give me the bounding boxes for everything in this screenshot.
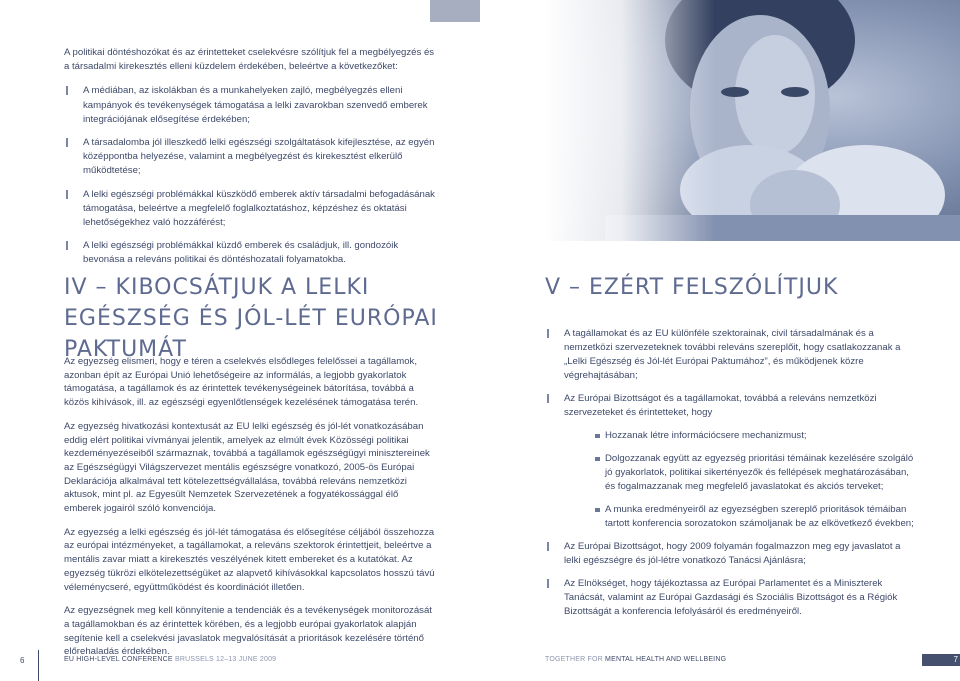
list-item (64, 188, 436, 231)
bullet-marker (547, 329, 549, 338)
sub-list-item-text: Hozzanak létre információcsere mechanizmust; (605, 430, 807, 441)
footer-location-date: BRUSSELS 12–13 JUNE 2009 (174, 656, 277, 663)
decorative-block (430, 0, 480, 22)
section-v-heading: V – EZÉRT FELSZÓLÍTJUK (545, 275, 839, 300)
footer-together-for: TOGETHER FOR (545, 656, 603, 663)
paragraph: Az egyezség elismeri, hogy e téren a cselekvés elsődleges felelőssei a tagállamok, azonban épít az Európai Unió lehetőségeire az informálás, a legjobb gyakorlatok támogatása, a tagállamok és az érintettek tevékenységeinek bátorítása, továbbá a közös kihívások, ill. az egészségi egyenlőtlenségek kezelésének támogatása terén. (64, 356, 419, 409)
list-item-text: Az Európai Bizottságot és a tagállamokat, továbbá a releváns nemzetközi szervezeteket és érintetteket, hogy (564, 393, 877, 418)
paragraph: Az egyezség a lelki egészség és jól-lét támogatása és elősegítése céljából összehozza az európai intézményeket, a tagállamokat, a releváns szektorok érintettjeit, beleértve a mentális zavar miatt a kirekesztés veszélyének kitett embereket és a kutatókat. Az egyezség tükrözi elkötelezettségüket az alapvető kihívásokkal kapcsolatos hosszú távú véleménycseré, együttműködést és koordinációt illetően. (64, 526, 435, 593)
footer-theme: MENTAL HEALTH AND WELLBEING (605, 656, 727, 663)
list-item-text: Az Európai Bizottságot, hogy 2009 folyamán fogalmazzon meg egy javaslatot a lelki egészségre és jól-létre vonatkozó Tanácsi Ajánlásra; (564, 541, 901, 566)
bullet-marker (66, 190, 68, 199)
section-iv-body (64, 355, 436, 669)
intro-block (64, 46, 436, 277)
intro-lead: A politikai döntéshozókat és az érintetteket cselekvésre szólítjuk fel a megbélyegzés és a társadalmi kirekesztés elleni küzdelem érdekében, beleértve a következőket: (64, 47, 435, 73)
list-item-text: A társadalomba jól illeszkedő lelki egészségi szolgáltatások kifejlesztése, az egyén középpontba helyezése, valamint a megbélyegzést és kirekesztést elkerülő működtetése; (83, 137, 435, 177)
list-item (545, 327, 915, 383)
photo-fade (545, 0, 715, 241)
sub-list-item-text: Dolgozzanak együtt az egyezség prioritási témáinak kezelésére szolgáló jó gyakorlatok, politikai sikertényezők és fellépések meghatározásában, és fogalmazzanak meg megfelelő javaslatokat és akciós terveket; (605, 453, 914, 492)
square-bullet-marker (595, 457, 600, 461)
section-v-sub-list (545, 429, 915, 531)
list-item (545, 540, 915, 568)
footer-conference: EU HIGH-LEVEL CONFERENCE (64, 656, 173, 663)
paragraph: Az egyezség hivatkozási kontextusát az EU lelki egészség és jól-lét vonatkozásában eddig elért politikai vívmányai jelentik, amelyek az elmúlt évek Közösségi politikai kezdeményezéseiből származnak, továbbá a tagállamok egészségügyi minisztereinek az Egészségügyi Világszervezet mentális egészségre vonatkozó, 2005-ös Európai Deklarációja alkalmával tett kötelezettségvállalása, továbbá releváns nemzetközi aktusok, mint pl. az Egyesült Nemzetek Szervezetének a fogyatékossággal élő emberek jogairól szóló konvenciója. (64, 420, 430, 515)
page-number-left: 6 (20, 656, 25, 665)
page-number-right: 7 (953, 655, 958, 664)
list-item (64, 136, 436, 179)
list-item (545, 392, 915, 420)
list-item (64, 84, 436, 127)
paragraph: Az egyezségnek meg kell könnyítenie a tendenciák és a tevékenységek monitorozását a tagállamokban és az érintettek körében, és a legjobb európai gyakorlatok alapján segítenie kell a cselekvési javaslatok megvalósítását a prioritások kezelésére történő előrehaladás érdekében. (64, 605, 432, 658)
bullet-marker (547, 394, 549, 403)
list-item-text: A tagállamokat és az EU különféle szektorainak, civil társadalmának és a nemzetközi szervezeteknek további releváns szereplőit, hogy csatlakozzanak a „Lelki Egészség és Jól-lét Európai Paktumához”, és működjenek közre végrehajtásában; (564, 328, 901, 381)
bullet-marker (66, 138, 68, 147)
list-item-text: A lelki egészségi problémákkal küszködő emberek aktív társadalmi befogadásának támogatása, beleértve a megfelelő foglalkoztatáshoz, képzéshez és oktatási lehetőségekhez való hozzáférést; (83, 188, 435, 229)
bullet-marker (547, 542, 549, 551)
bullet-marker (66, 241, 68, 250)
footer-left (64, 656, 276, 663)
sub-list-item (595, 503, 915, 531)
photo-pensive-man (545, 0, 960, 241)
sub-list-item-text: A munka eredményeiről az egyezségben szereplő prioritások témáiban tartott konferencia sorozatokon számoljanak be az elkövetkező években; (605, 504, 914, 529)
section-v-bullet-list-top (545, 327, 915, 420)
sub-list-item (595, 429, 915, 443)
footer-right (545, 656, 726, 663)
page-number-box (922, 654, 960, 666)
bullet-marker (66, 86, 68, 95)
list-item-text: Az Elnökséget, hogy tájékoztassa az Európai Parlamentet és a Miniszterek Tanácsát, valamint az Európai Gazdasági és Szociális Bizottságot és a Régiók Bizottságát a konferencia lefolyásáról és eredményeiről. (564, 578, 898, 617)
list-item (64, 239, 436, 267)
square-bullet-marker (595, 508, 600, 512)
sub-list-item (595, 452, 915, 494)
footer-divider (38, 650, 39, 681)
section-v-bullet-list-bottom (545, 540, 915, 619)
section-iv-heading: IV – KIBOCSÁTJUK A LELKI EGÉSZSÉG ÉS JÓL-LÉT EURÓPAI PAKTUMÁT (64, 275, 438, 362)
square-bullet-marker (595, 434, 600, 438)
list-item-text: A lelki egészségi problémákkal küzdő emberek és családjuk, ill. gondozóik bevonása a releváns politikai és döntéshozatali folyamatokba. (83, 240, 399, 266)
list-item (545, 577, 915, 619)
list-item-text: A médiában, az iskolákban és a munkahelyeken zajló, megbélyegzés elleni kampányok és tevékenységek támogatása a lelki zavarokban szenvedő emberek integrációjának elősegítése érdekében; (83, 85, 428, 125)
bullet-marker (547, 579, 549, 588)
intro-bullet-list (64, 84, 436, 267)
section-v-body (545, 327, 915, 628)
